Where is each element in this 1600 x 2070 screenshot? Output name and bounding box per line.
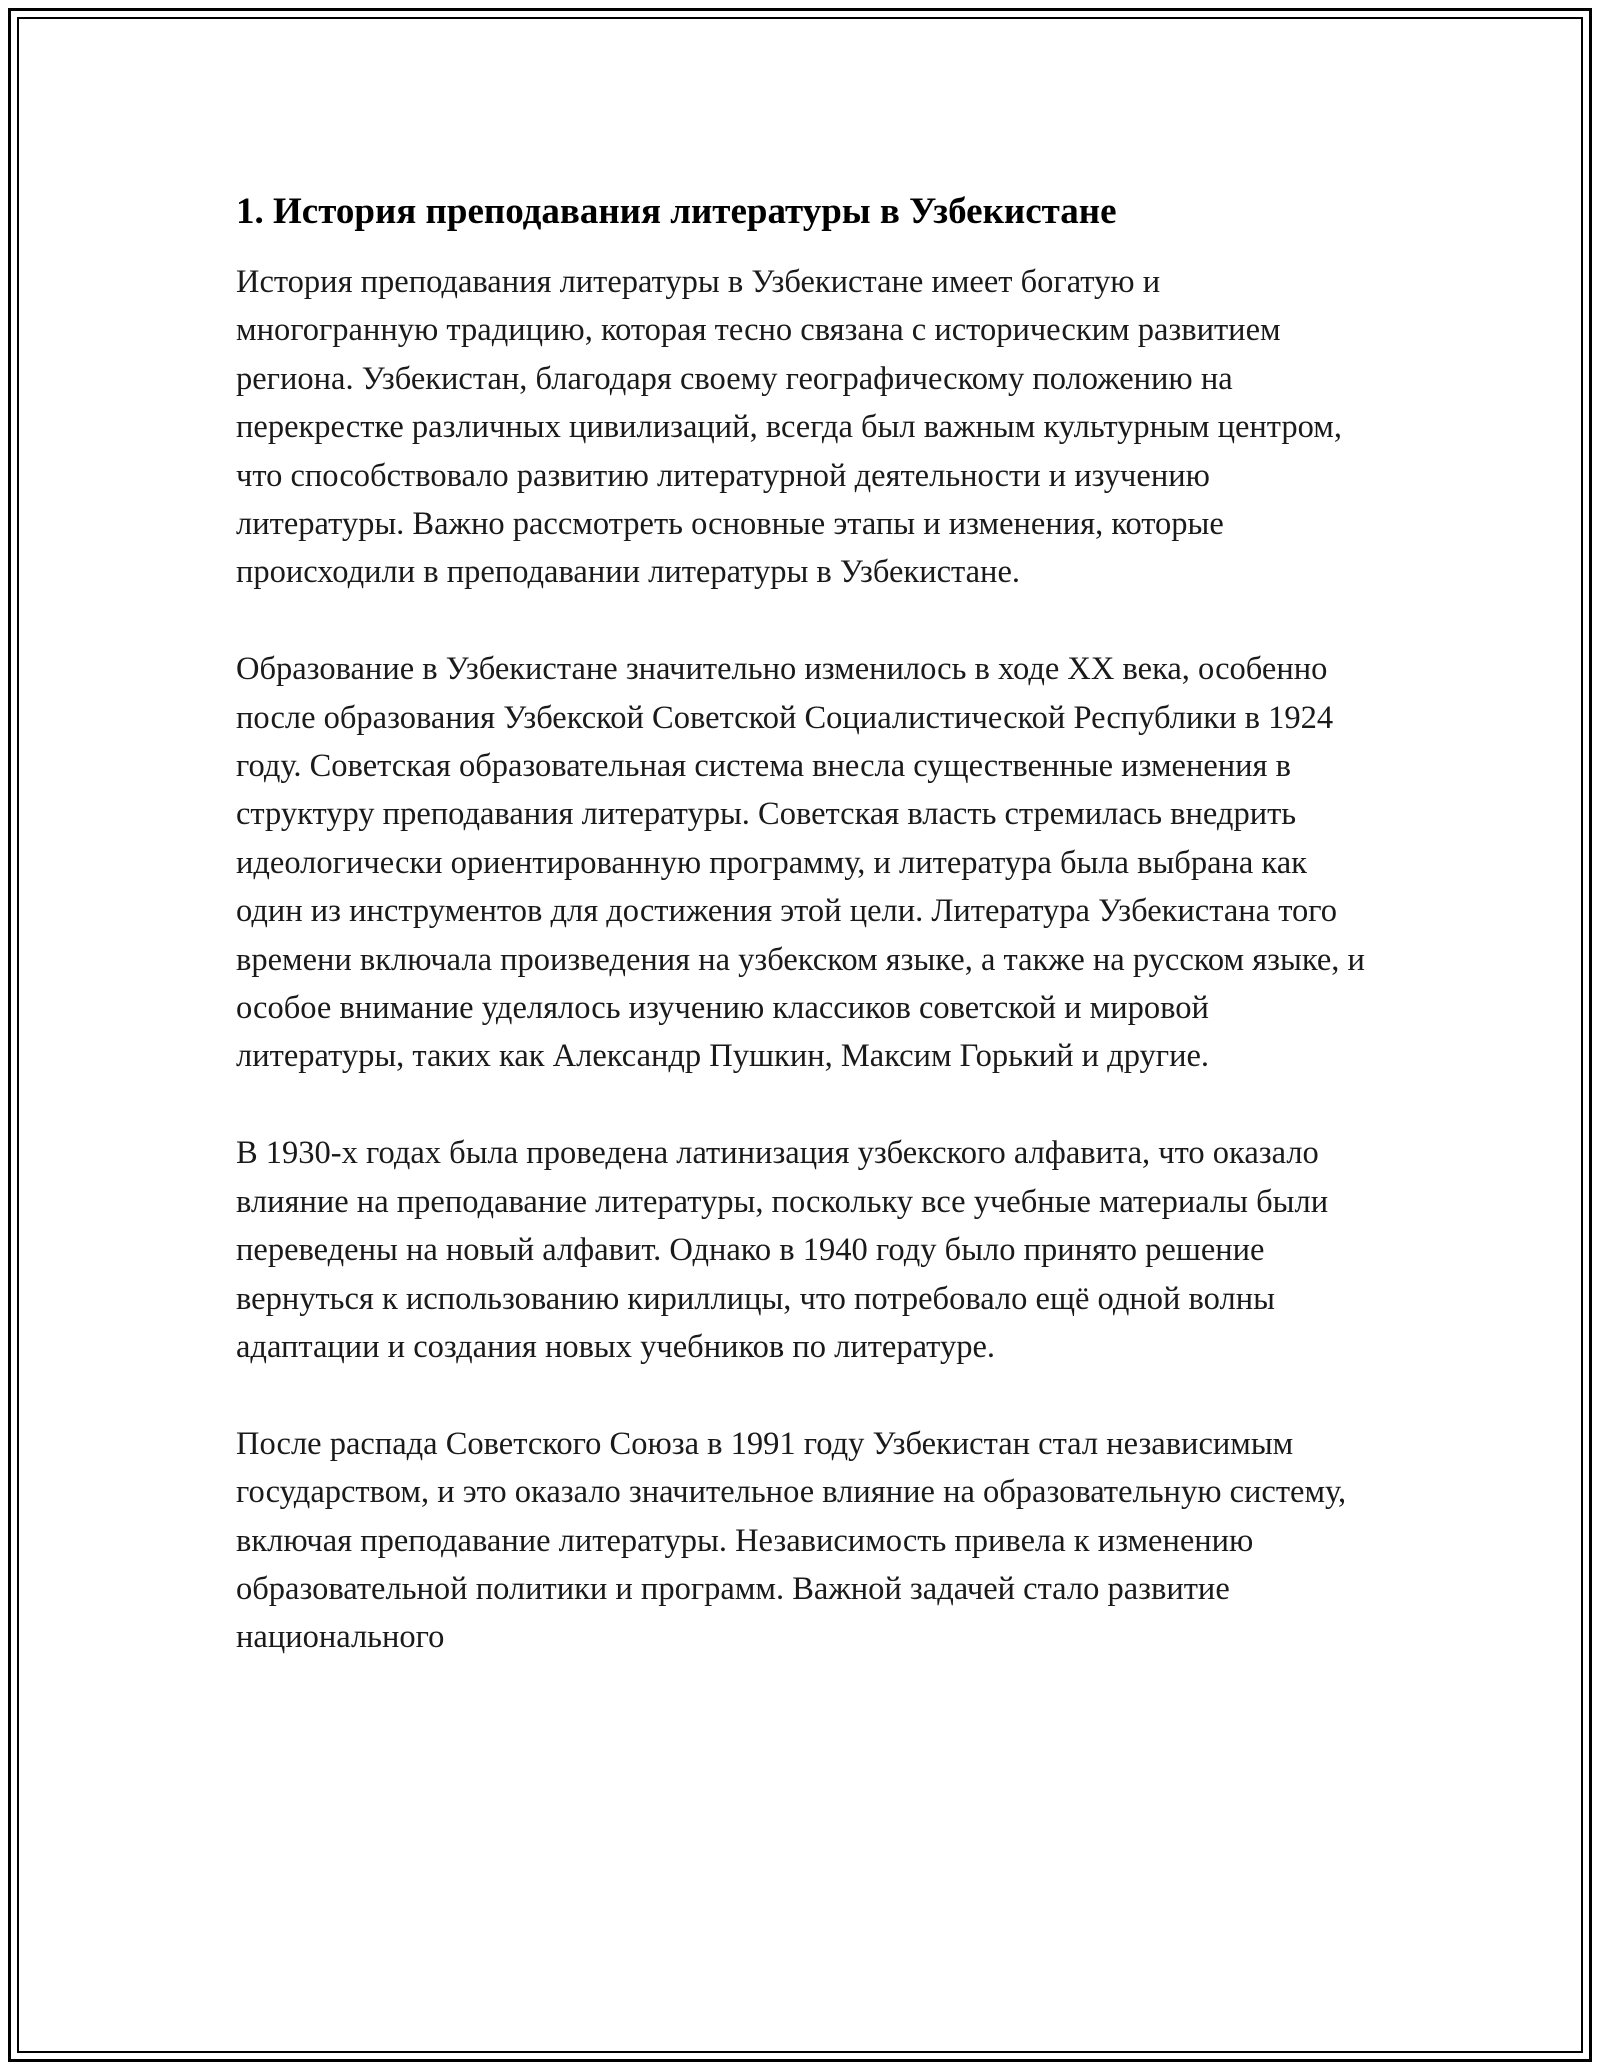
paragraph-1: История преподавания литературы в Узбекистане имеет богатую и многогранную традицию, которая тесно связана с историческим развитием региона. Узбекистан, благодаря своему географическому положению на перекрестке различных цивилизаций, всегда был важным культурным центром, что способствовало развитию литературной деятельности и изучению литературы. Важно рассмотреть основные этапы и изменения, которые происходили в преподавании литературы в Узбекистане. [236,264,1342,591]
paragraph-2: Образование в Узбекистане значительно изменилось в ходе XX века, особенно после образования Узбекской Советской Социалистической Республики в 1924 году. Советская образовательная система внесла существенные изменения в структуру преподавания литературы. Советская власть стремилась внедрить идеологически ориентированную программу, и литература была выбрана как один из инструментов для достижения этой цели. Литература Узбекистана того времени включала произведения на узбекском языке, а также на русском языке, и особое внимание уделялось изучению классиков советской и мировой литературы, таких как Александр Пушкин, Максим Горький и другие. [236,651,1365,1075]
section-heading: 1. История преподавания литературы в Узбекистане [236,191,1117,232]
paragraph-4: После распада Советского Союза в 1991 году Узбекистан стал независимым государством, и это оказало значительное влияние на образовательную систему, включая преподавание литературы. Независимость привела к изменению образовательной политики и программ. Важной задачей стало развитие национального [236,1425,1347,1656]
document-body [236,186,1366,1710]
paragraph-3: В 1930-х годах была проведена латинизация узбекского алфавита, что оказало влияние на преподавание литературы, поскольку все учебные материалы были переведены на новый алфавит. Однако в 1940 году было принято решение вернуться к использованию кириллицы, что потребовало ещё одной волны адаптации и создания новых учебников по литературе. [236,1135,1329,1365]
